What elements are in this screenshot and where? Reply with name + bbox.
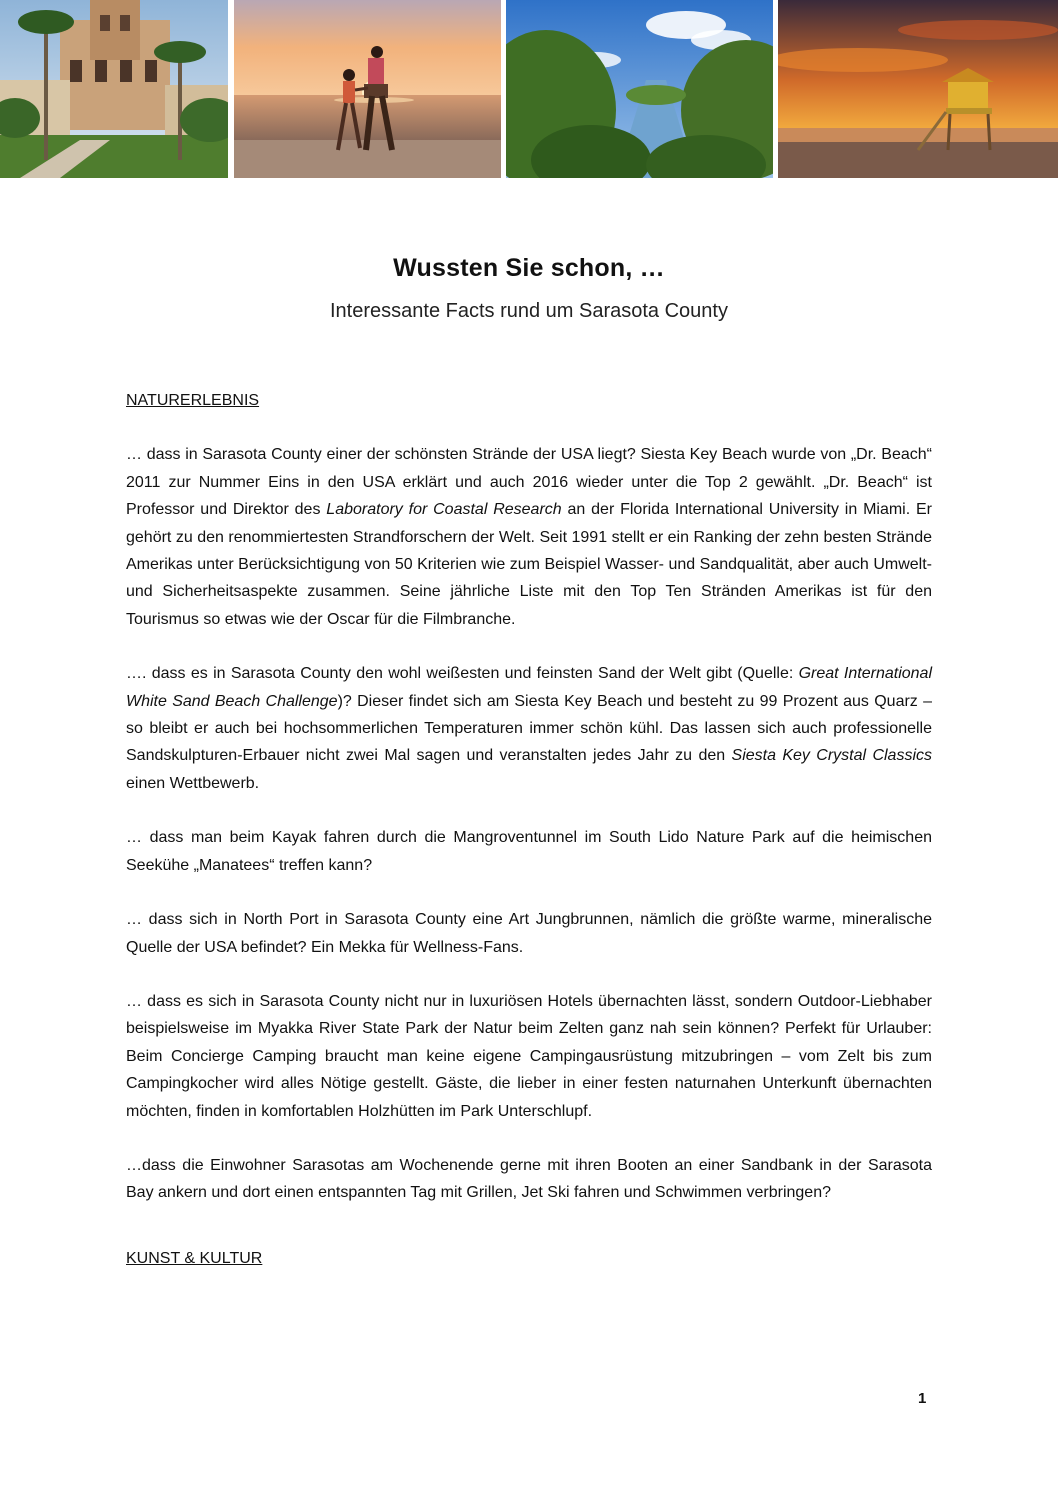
paragraph-text: … dass in Sarasota County einer der schönsten Strände der USA liegt? Siesta Key Beach wurde von „Dr. Beach“ 2011 zur Nummer Eins in den USA erklärt und auch 2016 wieder unter die Top 2 gewählt. „Dr. Beach“ ist Professor und Direktor des [126, 446, 932, 519]
paragraph-white-sand [126, 660, 932, 797]
italic-text: Great International White Sand Beach Challenge [126, 665, 932, 710]
lifeguard-tower-sunset-photo [778, 0, 1058, 178]
page-title: Wussten Sie schon, … [393, 254, 665, 282]
paragraph-text: …. dass es in Sarasota County den wohl weißesten und feinsten Sand der Welt gibt (Quelle: [126, 665, 799, 683]
beach-family-sunset-photo [234, 0, 501, 178]
paragraph-manatees: … dass man beim Kayak fahren durch die Mangroventunnel im South Lido Nature Park auf die heimischen Seekühe „Manatees“ treffen kann? [126, 829, 932, 874]
mangrove-lagoon-photo [506, 0, 773, 178]
page-number: 1 [918, 1390, 927, 1407]
italic-text: Siesta Key Crystal Classics [731, 747, 933, 765]
document-body [126, 387, 932, 1299]
paragraph-dr-beach [126, 441, 932, 633]
italic-text: Laboratory for Coastal Research [326, 501, 562, 519]
photo-banner [0, 0, 1058, 178]
section-heading-naturerlebnis: NATURERLEBNIS [126, 392, 260, 409]
paragraph-text: einen Wettbewerb. [126, 774, 260, 792]
paragraph-text: )? Dieser findet sich am Siesta Key Beach und besteht zu 99 Prozent aus Quarz – so bleibt er auch bei hochsommerlichen Temperaturen immer schön kühl. Das lassen sich auch professionelle Sandskulpturen-Erbauer nicht zwei Mal sagen und veranstalten jedes Jahr zu den [126, 692, 932, 765]
villa-palms-photo [0, 0, 228, 178]
section-heading-kunst-kultur: KUNST & KULTUR [126, 1249, 263, 1267]
paragraph-camping: … dass es sich in Sarasota County nicht nur in luxuriösen Hotels übernachten lässt, sondern Outdoor-Liebhaber beispielsweise im Myakka River State Park der Natur beim Zelten ganz nah sein können? Perfekt für Urlauber: Beim Concierge Camping braucht man keine eigene Campingausrüstung mitzubringen – vom Zelt bis zum Campingkocher wird alles Nötige gestellt. Gäste, die lieber in einer festen naturnahen Unterkunft übernachten möchten, finden in komfortablen Holzhütten im Park Unterschlupf. [126, 992, 932, 1120]
paragraph-mineral-spring: … dass sich in North Port in Sarasota County eine Art Jungbrunnen, nämlich die größte warme, mineralische Quelle der USA befindet? Ein Mekka für Wellness-Fans. [126, 911, 932, 956]
page-subtitle: Interessante Facts rund um Sarasota County [330, 300, 728, 322]
paragraph-sandbank: …dass die Einwohner Sarasotas am Wochenende gerne mit ihren Booten an einer Sandbank in der Sarasota Bay ankern und dort einen entspannten Tag mit Grillen, Jet Ski fahren und Schwimmen verbringen? [126, 1156, 932, 1202]
paragraph-text: an der Florida International University in Miami. Er gehört zu den renommiertesten Strandforschern der Welt. Seit 1991 stellt er ein Ranking der zehn besten Strände Amerikas unter Berücksichtigung von 50 Kriterien wie zum Beispiel Wasser- und Sandqualität, aber auch Umwelt- und Sicherheitsaspekte zusammen. Seine jährliche Liste mit den Top Ten Stränden Amerikas ist für den Tourismus so etwas wie der Oscar für die Filmbranche. [126, 501, 933, 628]
